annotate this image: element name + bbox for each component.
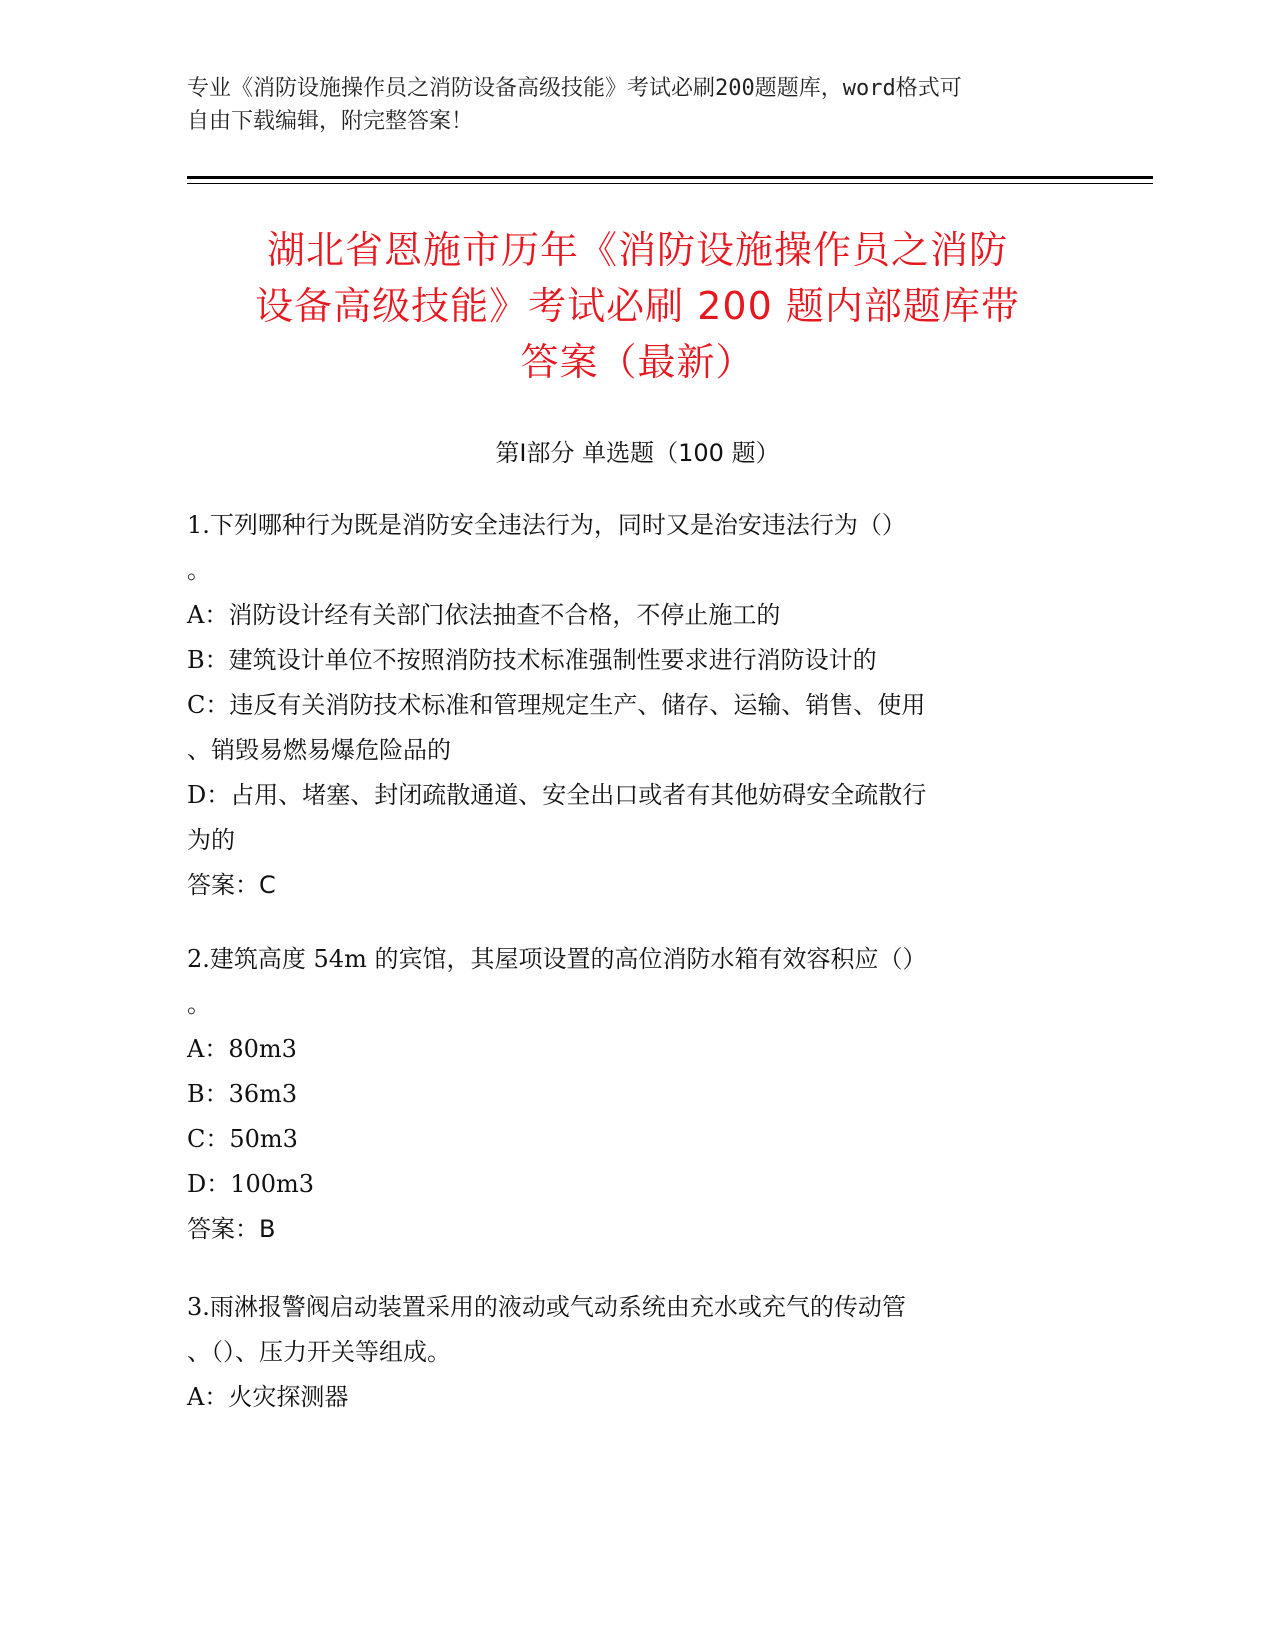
title-line: 设备高级技能》考试必刷 200 题内部题库带 <box>255 284 1020 328</box>
option-d: D：占用、堵塞、封闭疏散通道、安全出口或者有其他妨碍安全疏散行 <box>187 781 927 809</box>
option-c-continued: 、销毁易燃易爆危险品的 <box>187 736 451 764</box>
question-stem: 1.下列哪种行为既是消防安全违法行为，同时又是治安违法行为（） <box>187 511 906 539</box>
option-d-continued: 为的 <box>187 826 235 854</box>
question-stem: 2.建筑高度 54m 的宾馆，其屋项设置的高位消防水箱有效容积应（） <box>187 945 927 973</box>
document-title <box>150 222 1125 390</box>
header-rule-thin <box>187 183 1153 184</box>
option-b: B：36m3 <box>187 1080 298 1108</box>
question-stem: 。 <box>187 556 211 584</box>
answer: 答案：C <box>187 871 276 899</box>
title-line: 答案（最新） <box>520 340 755 384</box>
option-c: C：违反有关消防技术标准和管理规定生产、储存、运输、销售、使用 <box>187 691 926 719</box>
option-b: B：建筑设计单位不按照消防技术标准强制性要求进行消防设计的 <box>187 646 877 674</box>
answer: 答案：B <box>187 1215 276 1243</box>
question-stem: 。 <box>187 990 211 1018</box>
option-c: C：50m3 <box>187 1125 298 1153</box>
question-stem: 3.雨淋报警阀启动装置采用的液动或气动系统由充水或充气的传动管 <box>187 1293 906 1321</box>
option-a: A：消防设计经有关部门依法抽查不合格，不停止施工的 <box>187 601 781 629</box>
header-rule-thick <box>187 176 1153 179</box>
option-a: A：80m3 <box>187 1035 297 1063</box>
header-note-line: 自由下载编辑，附完整答案！ <box>187 109 474 134</box>
header-note-line: 专业《消防设施操作员之消防设备高级技能》考试必刷200题题库，word格式可 <box>187 76 962 101</box>
question-2 <box>187 937 1087 1252</box>
header-note <box>187 72 1067 138</box>
question-1 <box>187 503 1087 908</box>
title-line: 湖北省恩施市历年《消防设施操作员之消防 <box>266 228 1008 272</box>
section-heading: 第Ⅰ部分 单选题（100 题） <box>495 439 780 467</box>
question-stem: 、（）、压力开关等组成。 <box>187 1338 451 1366</box>
option-a: A：火灾探测器 <box>187 1383 349 1411</box>
option-d: D：100m3 <box>187 1170 315 1198</box>
question-3 <box>187 1285 1087 1420</box>
